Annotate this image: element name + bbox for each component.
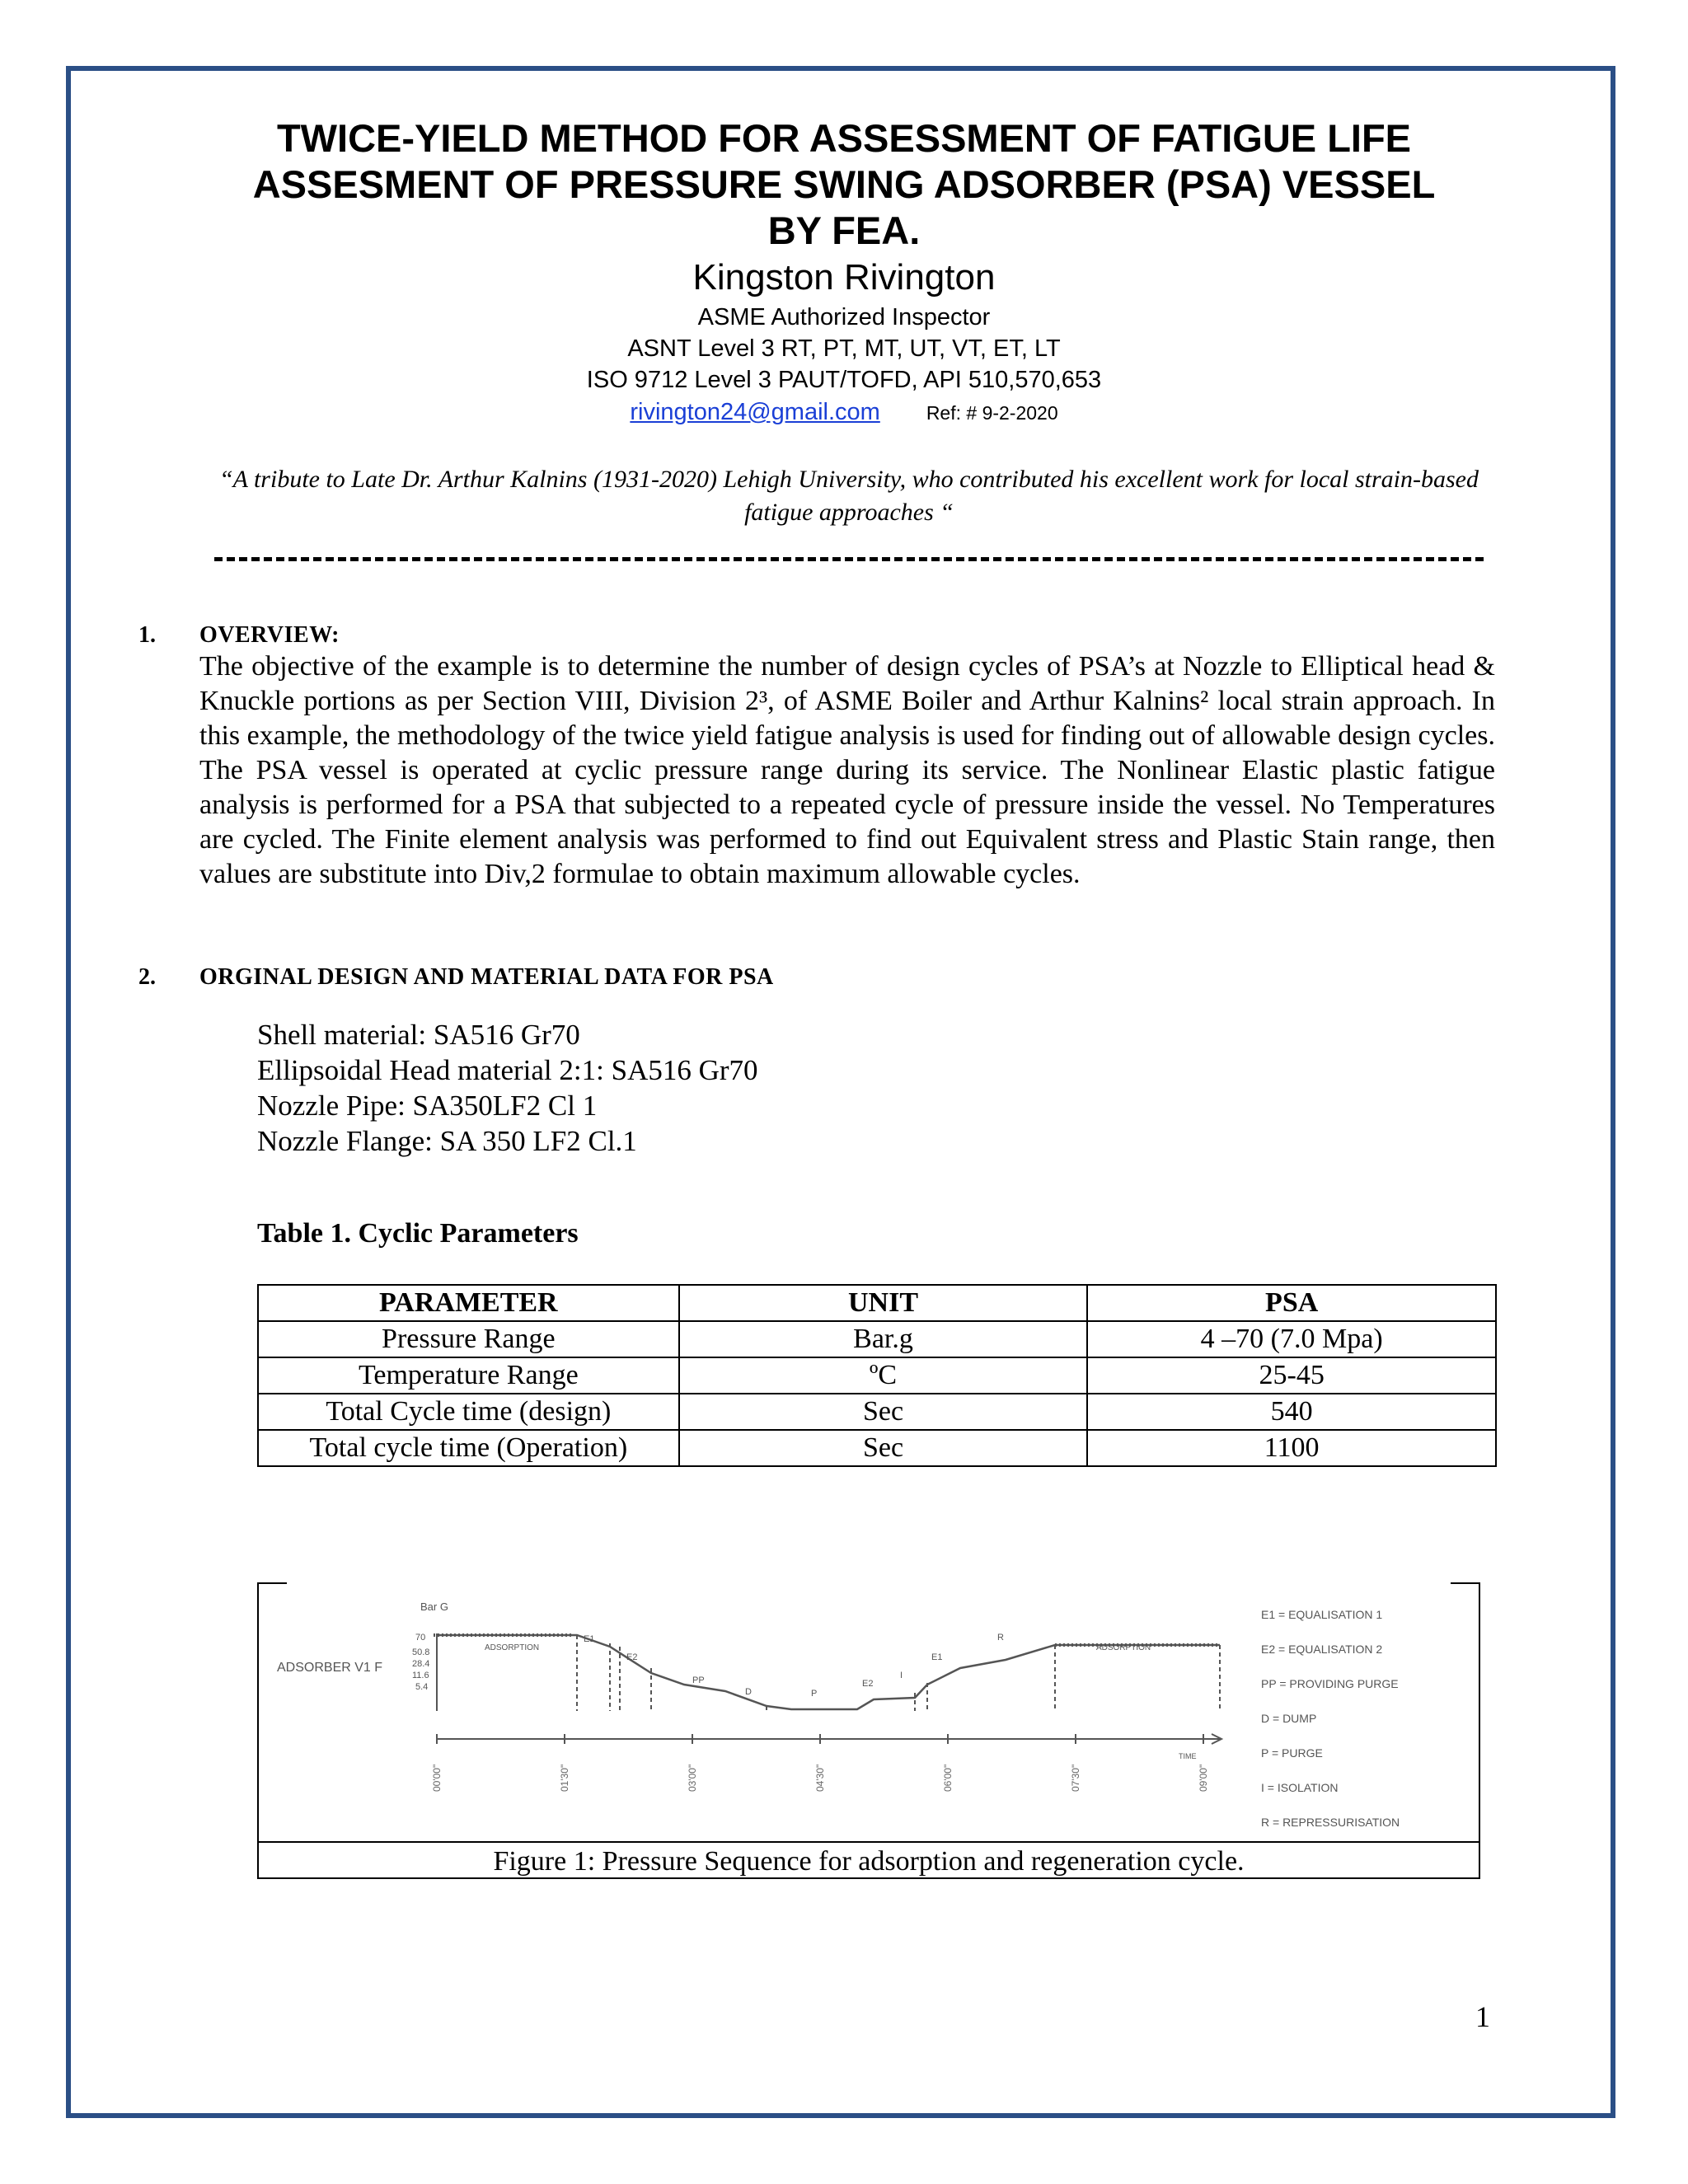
column-header: UNIT (679, 1285, 1088, 1321)
x-tick: 09'00" (1198, 1764, 1209, 1792)
column-header: PSA (1087, 1285, 1496, 1321)
legend-item: PP = PROVIDING PURGE (1261, 1677, 1399, 1690)
phase-label: E2 (626, 1652, 638, 1662)
y-tick: 70 (415, 1633, 426, 1643)
diagram-legend (1261, 1608, 1400, 1829)
section-number: 2. (138, 964, 156, 990)
x-tick: 00'00" (431, 1764, 443, 1792)
table-cell: Total cycle time (Operation) (258, 1430, 679, 1466)
table-header-row (258, 1285, 1496, 1321)
phase-label: E2 (862, 1679, 874, 1689)
y-tick: 50.8 (412, 1647, 430, 1657)
table-caption: Table 1. Cyclic Parameters (257, 1218, 579, 1249)
table-cell: 540 (1087, 1394, 1496, 1430)
table-row (258, 1430, 1496, 1466)
legend-item: I = ISOLATION (1261, 1781, 1339, 1794)
table-row (258, 1321, 1496, 1357)
contact-line (0, 399, 1688, 426)
material-item: Ellipsoidal Head material 2:1: SA516 Gr70 (257, 1054, 758, 1086)
table-cell: 1100 (1087, 1430, 1496, 1466)
dashed-divider (214, 557, 1484, 565)
x-tick: 04'30" (814, 1764, 826, 1792)
legend-item: D = DUMP (1261, 1712, 1317, 1725)
y-axis-label: Bar G (420, 1601, 448, 1613)
table-cell: Sec (679, 1430, 1088, 1466)
legend-item: E1 = EQUALISATION 1 (1261, 1608, 1383, 1621)
section-number: 1. (138, 622, 156, 648)
x-tick: 06'00" (942, 1764, 954, 1792)
table-cell: 4 –70 (7.0 Mpa) (1087, 1321, 1496, 1357)
section-heading: ORGINAL DESIGN AND MATERIAL DATA FOR PSA (199, 964, 774, 990)
credentials (0, 302, 1688, 396)
phase-label: ADSORPTION (485, 1643, 540, 1652)
y-tick: 5.4 (415, 1682, 429, 1692)
x-tick: 07'30" (1070, 1764, 1081, 1792)
x-axis-label: TIME (1179, 1752, 1197, 1760)
table-cell: ºC (679, 1357, 1088, 1394)
phase-label: E1 (931, 1652, 943, 1662)
materials-list (257, 1017, 758, 1159)
credential-line: ASNT Level 3 RT, PT, MT, UT, VT, ET, LT (627, 335, 1061, 362)
x-tick: 01'30" (559, 1764, 570, 1792)
material-item: Nozzle Pipe: SA350LF2 Cl 1 (257, 1090, 598, 1122)
page-number: 1 (1475, 2000, 1490, 2033)
x-tick: 03'00" (687, 1764, 698, 1792)
material-item: Shell material: SA516 Gr70 (257, 1019, 580, 1051)
reference-number: Ref: # 9-2-2020 (926, 402, 1058, 424)
phase-label: P (811, 1689, 818, 1699)
legend-item: R = REPRESSURISATION (1261, 1816, 1400, 1829)
y-tick: 28.4 (412, 1659, 430, 1669)
adsorber-label: ADSORBER V1 F (277, 1661, 383, 1675)
table-cell: Bar.g (679, 1321, 1088, 1357)
table-cell: Total Cycle time (design) (258, 1394, 679, 1430)
title-line: TWICE-YIELD METHOD FOR ASSESSMENT OF FATIGUE LIFE (276, 116, 1412, 160)
phase-label: R (997, 1633, 1004, 1643)
pressure-sequence-diagram (264, 1586, 1451, 1840)
phase-label: I (900, 1671, 903, 1680)
cyclic-parameters-table (257, 1284, 1497, 1467)
column-header: PARAMETER (258, 1285, 679, 1321)
phase-label: PP (692, 1675, 705, 1685)
legend-item: P = PURGE (1261, 1746, 1323, 1760)
y-tick: 11.6 (412, 1671, 429, 1680)
figure-frame-corner (1451, 1582, 1480, 1584)
credential-line: ISO 9712 Level 3 PAUT/TOFD, API 510,570,653 (586, 367, 1102, 393)
table-row (258, 1357, 1496, 1394)
phase-label: ADSORPTION (1096, 1643, 1151, 1652)
table-cell: Sec (679, 1394, 1088, 1430)
credential-line: ASME Authorized Inspector (697, 304, 991, 330)
title-line: BY FEA. (767, 209, 921, 252)
table-cell: Temperature Range (258, 1357, 679, 1394)
table-row (258, 1394, 1496, 1430)
author-name: Kingston Rivington (692, 257, 996, 298)
email-link[interactable]: rivington24@gmail.com (630, 399, 880, 425)
legend-item: E2 = EQUALISATION 2 (1261, 1643, 1383, 1656)
figure-caption: Figure 1: Pressure Sequence for adsorption and regeneration cycle. (257, 1841, 1480, 1877)
section-heading: OVERVIEW: (199, 622, 340, 648)
title-line: ASSESMENT OF PRESSURE SWING ADSORBER (PSA) VESSEL (252, 162, 1436, 206)
phase-label: D (745, 1687, 752, 1697)
material-item: Nozzle Flange: SA 350 LF2 Cl.1 (257, 1125, 637, 1157)
table-cell: Pressure Range (258, 1321, 679, 1357)
phase-label: E1 (584, 1634, 595, 1644)
tribute-note: “A tribute to Late Dr. Arthur Kalnins (1931-2020) Lehigh University, who contributed his excellent work for local strain-based fatigue approaches “ (219, 466, 1479, 526)
document-title (0, 115, 1688, 254)
overview-paragraph: The objective of the example is to determine the number of design cycles of PSA’s at Nozzle to Elliptical head & Knuckle portions as per Section VIII, Division 2³, of ASME Boiler and Arthur Kalnins² local strain approach. In this example, the methodology of the twice yield fatigue analysis is used for finding out of allowable design cycles. The PSA vessel is operated at cyclic pressure range during its service. The Nonlinear Elastic plastic fatigue analysis is performed for a PSA that subjected to a repeated cycle of pressure inside the vessel. No Temperatures are cycled. The Finite element analysis was performed to find out Equivalent stress and Plastic Stain range, then values are substitute into Div,2 formulae to obtain maximum allowable cycles. (199, 651, 1495, 889)
table-cell: 25-45 (1087, 1357, 1496, 1394)
figure-frame-corner (257, 1582, 287, 1584)
